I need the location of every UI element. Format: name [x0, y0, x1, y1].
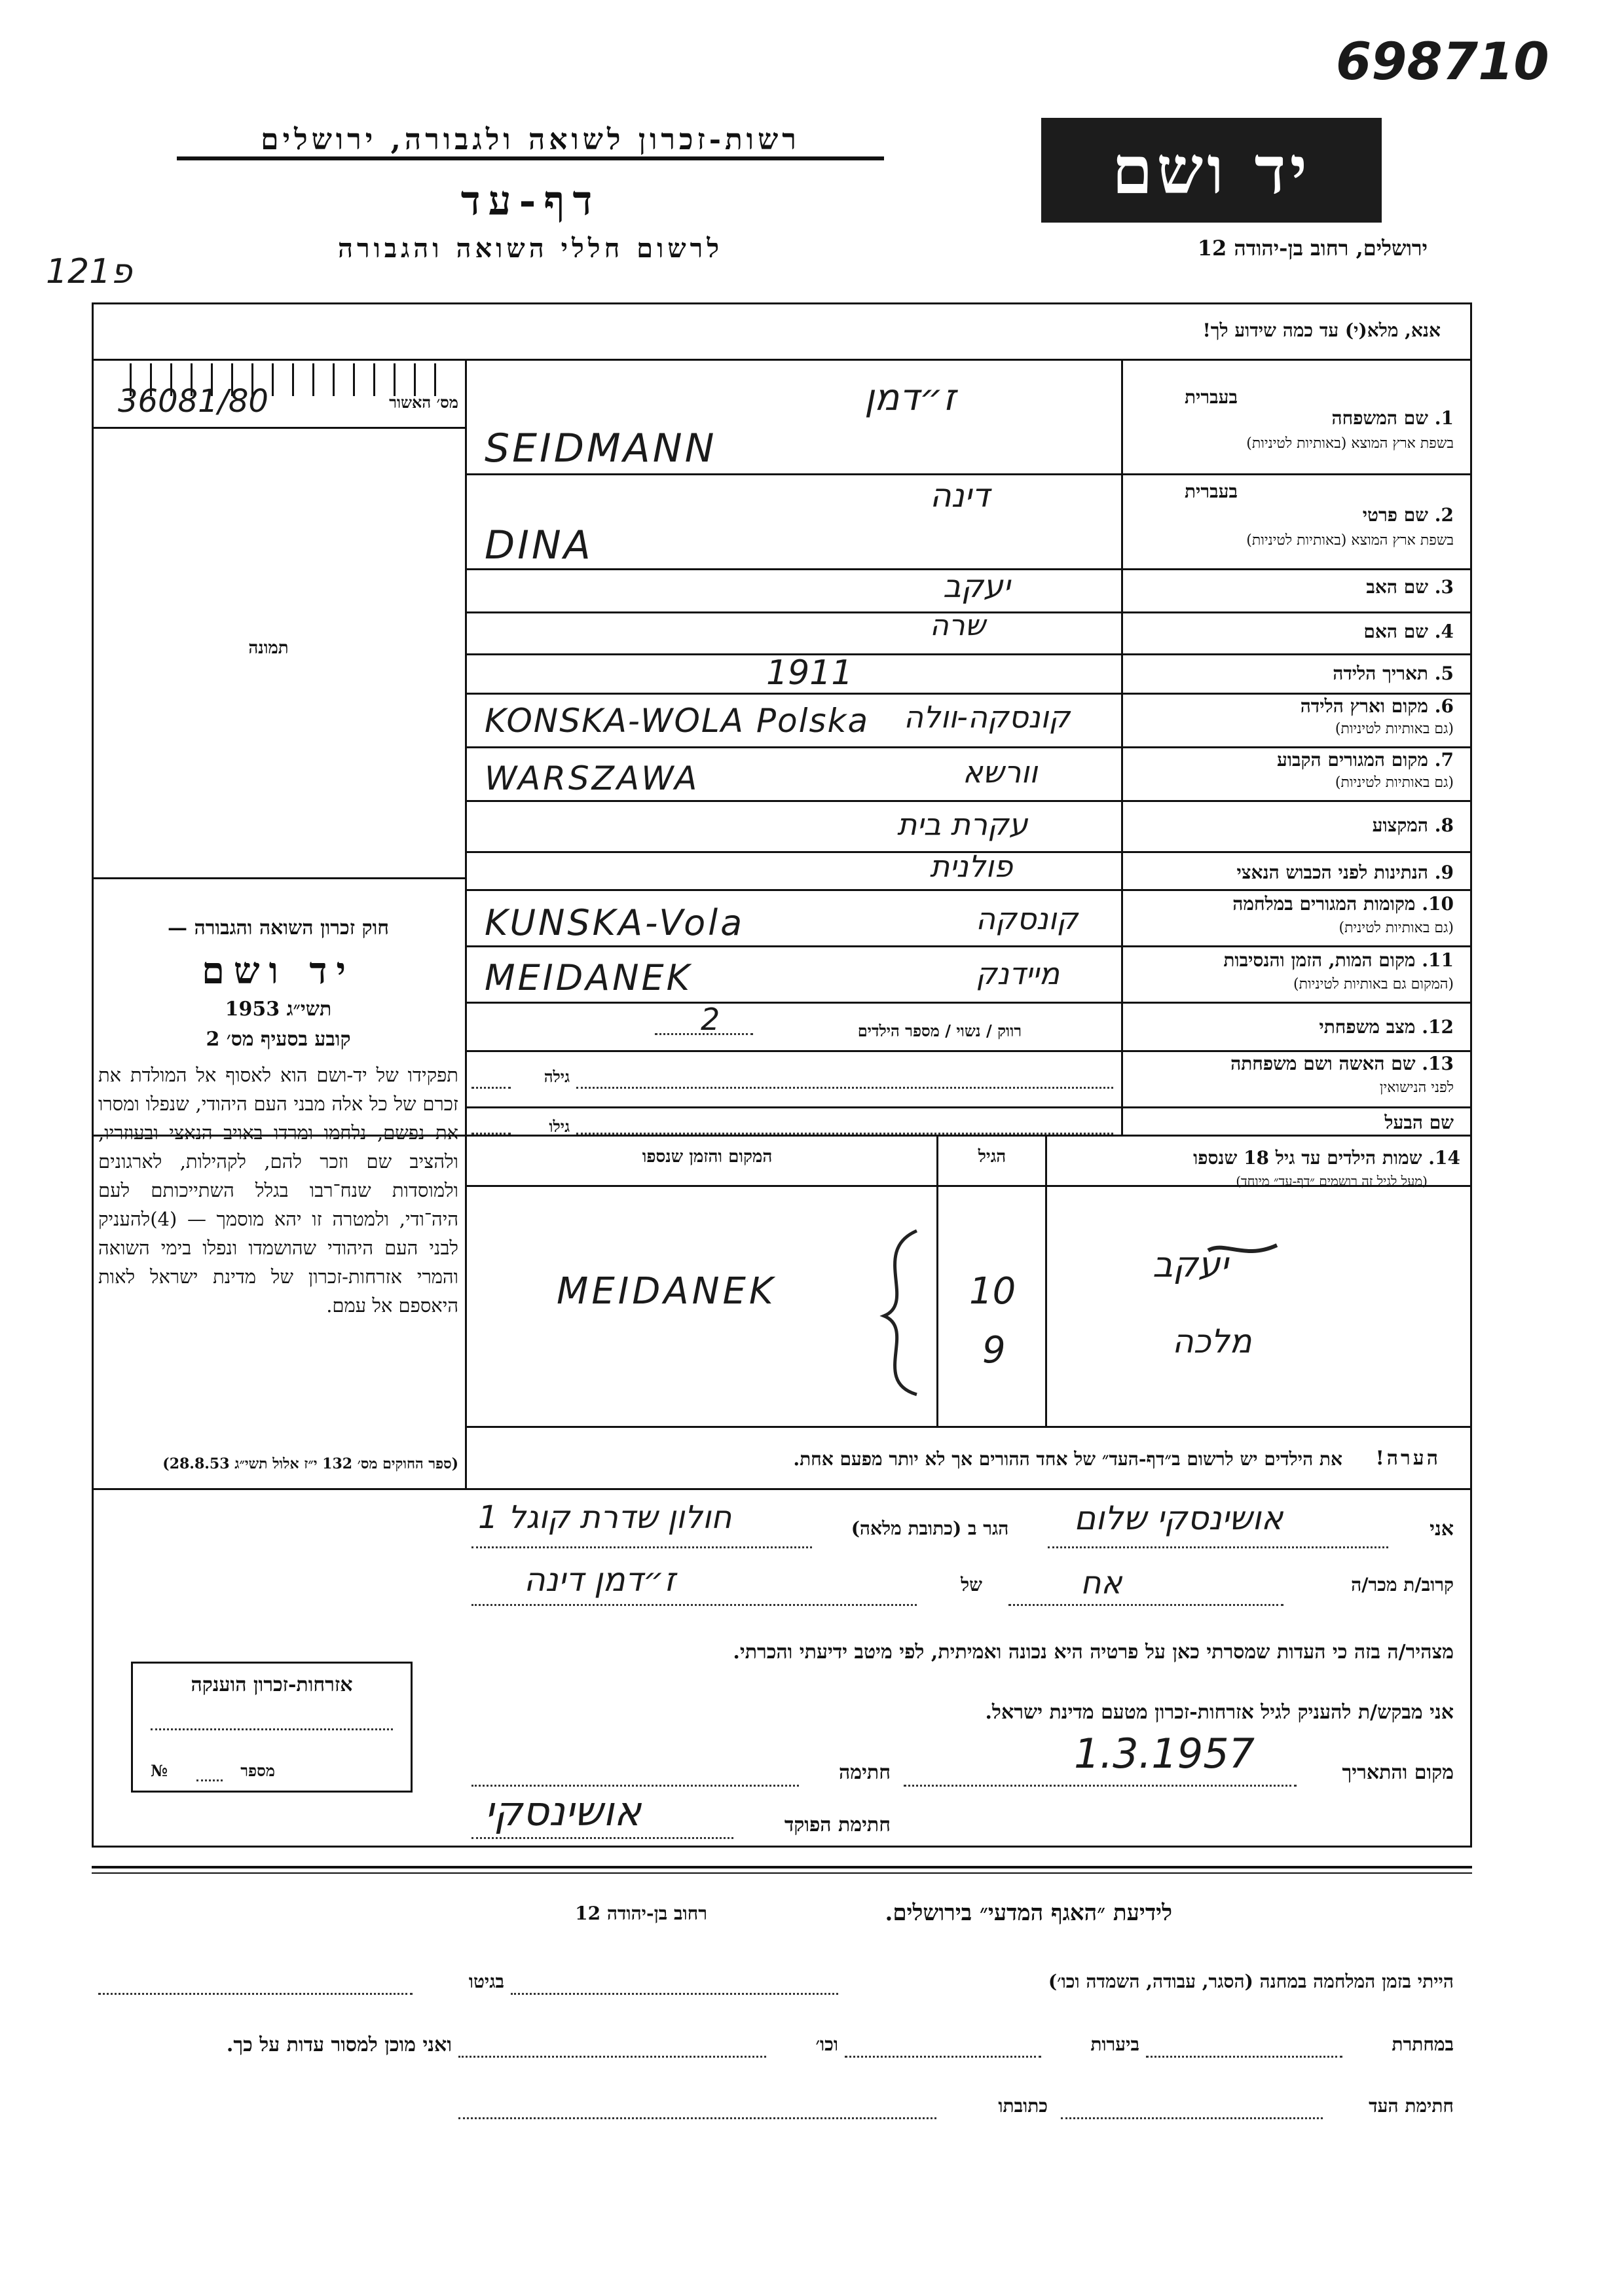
- declaration-text: מצהיר/ה בזה כי העדות שמסרתי כאן על פרטיה היא נכונה ואמיתית, לפי מיטב ידיעתי והכרתי.: [733, 1641, 1454, 1664]
- field-6-sub: (גם באותיות לטיניות): [1335, 721, 1454, 737]
- marital-options: רווק / נשוי / מספר הילדים: [857, 1021, 1022, 1040]
- field-13-sub: לפני הנישואין: [1379, 1080, 1454, 1096]
- law-title: חוק זכרון השואה והגבורה —: [168, 917, 389, 939]
- struck-name-mark: [1205, 1237, 1283, 1264]
- header-address: ירושלים, רחוב בן-יהודה 12: [1197, 236, 1428, 261]
- law-year: תשי״ג 1953: [225, 998, 332, 1021]
- children-header-text: שמות הילדים עד גיל 18 שנספו: [1193, 1147, 1422, 1169]
- place-header: המקום והזמן שנספו: [642, 1147, 773, 1167]
- certificate-label: מס׳ האשור: [389, 393, 458, 412]
- field-12-label-text: מצב משפחתי: [1319, 1016, 1416, 1038]
- declarant-address: חולון שדרת קוגל 1: [478, 1499, 732, 1536]
- official-signature-label: חתימת הפוקד: [784, 1813, 891, 1836]
- margin-note: 121פ: [46, 252, 132, 291]
- birth-date: 1911: [766, 653, 853, 693]
- archive-line3-b: כתובתו: [998, 2095, 1048, 2117]
- surname-latin: SEIDMANN: [485, 426, 717, 471]
- wartime-residence-latin: KUNSKA-Vola: [485, 902, 745, 943]
- child-2-age: 9: [982, 1329, 1006, 1372]
- birthplace-hebrew: קונסקה-וולה: [904, 699, 1070, 735]
- field-4-label-text: שם האם: [1363, 621, 1429, 642]
- firstname-hebrew: דינה: [930, 477, 990, 515]
- field-9-label-text: הנתינות לפני הכבוש הנאצי: [1236, 862, 1429, 883]
- relation-label: קרוב/ת מכר/ה: [1351, 1574, 1454, 1595]
- archive-address: רחוב בן-יהודה 12: [575, 1903, 707, 1924]
- wartime-residence-hebrew: קונסקה: [976, 901, 1079, 936]
- lang-hebrew-2: בעברית: [1184, 481, 1238, 502]
- law-footnote: (ספר החוקים מס׳ 132 י״ז אלול תשי״ג 28.8.53): [162, 1455, 458, 1472]
- children-header: 14. שמות הילדים עד גיל 18 שנספו: [1193, 1147, 1460, 1169]
- declarant-signature: אושינסקי: [485, 1787, 642, 1835]
- field-5-label-text: תאריך הלידה: [1333, 663, 1429, 684]
- residence-hebrew: וורשא: [963, 754, 1038, 790]
- field-10-label-text: מקומות המגורים במלחמה: [1232, 893, 1416, 915]
- archive-line1-b: בגיטו: [468, 1971, 504, 1992]
- surname-hebrew: ז״דמן: [864, 376, 956, 419]
- field-6-label-text: מקום וארץ הלידה: [1300, 695, 1429, 717]
- form-subtitle: לרשום חללי השואה והגבורה: [337, 233, 724, 264]
- profession: עקרת בית: [897, 807, 1028, 842]
- authority-name: רשות-זכרון לשואה ולגבורה, ירושלים: [177, 123, 884, 160]
- archive-line2-d: ואני מוכן למסור עדות על כך.: [226, 2033, 452, 2056]
- death-place-latin: MEIDANEK: [485, 957, 693, 998]
- field-2-label-text: שם פרטי: [1362, 504, 1429, 526]
- birthplace-latin: KONSKA-WOLA Polska: [485, 702, 870, 740]
- field-7-sub: (גם באותיות לטיניות): [1335, 774, 1454, 791]
- wife-age-label: גילה: [544, 1067, 570, 1086]
- citizenship-title: אזרחות-זכרון הוענקה: [191, 1673, 353, 1696]
- request-text: אני מבקש/ת להעניק לגיל אזרחות-זכרון מטעם מדינת ישראל.: [985, 1701, 1454, 1724]
- age-header: הגיל: [978, 1147, 1006, 1167]
- field-6-label: 6. מקום וארץ הלידה: [1300, 695, 1454, 717]
- field-1-sub: בשפת ארץ המוצא (באותיות לטיניות): [1246, 435, 1454, 452]
- archive-line2-b: ביערות: [1090, 2033, 1139, 2055]
- nationality: פולנית: [930, 848, 1013, 884]
- field-10-sub: (גם באותיות לטינית): [1338, 920, 1454, 936]
- field-7-label: 7. מקום המגורים הקבוע: [1277, 749, 1454, 771]
- field-11-sub: (המקום גם באותיות לטיניות): [1293, 976, 1454, 993]
- declarant-name: אושינסקי שלום: [1074, 1499, 1283, 1537]
- field-3-label: 3. שם האב: [1366, 576, 1454, 598]
- field-11-label-text: מקום המות, הזמן והנסיבות: [1223, 949, 1416, 971]
- field-8-label: 8. המקצוע: [1372, 814, 1454, 836]
- archive-line3-a: חתימת העד: [1369, 2095, 1454, 2117]
- law-name: יד ושם: [201, 949, 356, 993]
- archive-line2-c: וכו׳: [815, 2033, 838, 2055]
- ani-label: אני: [1430, 1518, 1454, 1540]
- residence-latin: WARSZAWA: [485, 759, 700, 797]
- field-11-label: 11. מקום המות, הזמן והנסיבות: [1223, 949, 1454, 971]
- intro-text: אנא, מלא(י) עד כמה שידוע לך!: [1202, 319, 1441, 341]
- yad-vashem-logo: [1041, 118, 1382, 223]
- citizenship-no: №: [151, 1761, 168, 1780]
- form-title: דף-עד: [460, 177, 600, 225]
- note-label: הערה!: [1375, 1447, 1441, 1470]
- law-clause: קובע בסעיף מס׳ 2: [206, 1028, 351, 1051]
- field-10-label: 10. מקומות המגורים במלחמה: [1232, 893, 1454, 915]
- citizenship-number-label: מספר: [240, 1761, 275, 1780]
- field-3-label-text: שם האב: [1366, 576, 1429, 598]
- field-9-label: 9. הנתינות לפני הכבוש הנאצי: [1236, 862, 1454, 883]
- photo-label: תמונה: [248, 638, 289, 658]
- signature-label: חתימה: [839, 1761, 891, 1784]
- shel-label: של: [961, 1574, 982, 1595]
- archive-line2-a: במחתרת: [1392, 2033, 1454, 2055]
- certificate-number: 36081/80: [118, 383, 268, 420]
- archive-number: 698710: [1336, 33, 1549, 92]
- relation-value: אח: [1080, 1565, 1122, 1601]
- field-4-label: 4. שם האם: [1363, 621, 1454, 642]
- child-1-name: יעקב: [1153, 1244, 1228, 1285]
- note-text: את הילדים יש לרשום ב״דף-העד״ של אחד ההורים אך לא יותר מפעם אחת.: [793, 1448, 1342, 1470]
- firstname-latin: DINA: [485, 522, 593, 568]
- law-body: תפקידו של יד-ושם הוא לאסוף אל המולדת את זכרם של כל אלה מבני העם היהודי, שנפלו ומסרו את נפשם, נלחמו ומרדו באויב הנאצי ובעוזריו, ולהציב שם וזכר להם, לקהילות, לארגונים ולמוסדות שנח־רבו בגלל השתייכותם לעם היה־ודי, ולמטרה זו יהא מוסמך — (4)להעניק לבני העם היהודי שהושמדו ונפלו בימי השואה והמרי אזרחות-זכרון של מדינת ישראל לאות היאספם אל עמם.: [98, 1064, 458, 1317]
- field-12-label: 12. מצב משפחתי: [1319, 1016, 1454, 1038]
- child-1-age: 10: [969, 1270, 1016, 1313]
- field-2-label: 2. שם פרטי: [1362, 504, 1454, 526]
- declaration-date: 1.3.1957: [1074, 1730, 1255, 1777]
- field-13-label-text: שם האשה ושם משפחתה: [1230, 1053, 1416, 1074]
- place-date-label: מקום והתאריך: [1342, 1761, 1454, 1784]
- father-name: יעקב: [943, 568, 1010, 605]
- child-2-name: מלכה: [1172, 1322, 1252, 1360]
- logo-text: יד ושם: [1112, 132, 1311, 209]
- victim-name-ref: ז״דמן דינה: [524, 1561, 676, 1599]
- husband-label: שם הבעל: [1384, 1112, 1454, 1133]
- child-1-place: MEIDANEK: [557, 1270, 777, 1313]
- field-1-label: 1. שם המשפחה: [1331, 407, 1454, 429]
- children-count: 2: [701, 1002, 720, 1037]
- brace-mark: [858, 1224, 943, 1401]
- field-8-label-text: המקצוע: [1372, 814, 1429, 836]
- husband-age-label: גילו: [549, 1117, 570, 1136]
- field-5-label: 5. תאריך הלידה: [1333, 663, 1454, 684]
- field-1-label-text: שם המשפחה: [1331, 407, 1429, 429]
- children-note: (מעל לגיל זה רושמים ״דף-עד״ מיוחד): [1236, 1173, 1428, 1189]
- archive-title: לידיעת ״האגף המדעי״ בירושלים.: [885, 1900, 1172, 1926]
- field-13-label: 13. שם האשה ושם משפחתה: [1230, 1053, 1454, 1074]
- death-place-hebrew: מיידנק: [976, 956, 1060, 991]
- archive-line1-a: הייתי בזמן המלחמה במחנה (הסגר, עבודה, השמדה וכו׳): [1048, 1971, 1454, 1992]
- field-2-sub: בשפת ארץ המוצא (באותיות לטיניות): [1246, 532, 1454, 549]
- address-label: הגר ב (כתובת מלאה): [851, 1518, 1009, 1539]
- lang-hebrew-1: בעברית: [1184, 386, 1238, 408]
- field-7-label-text: מקום המגורים הקבוע: [1277, 749, 1429, 771]
- mother-name: שרה: [930, 609, 986, 642]
